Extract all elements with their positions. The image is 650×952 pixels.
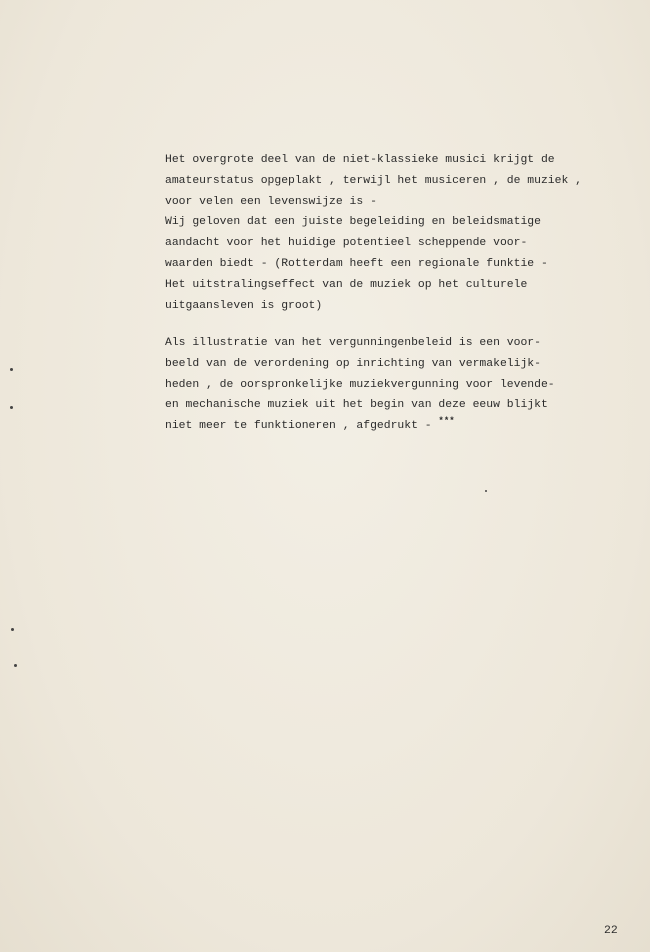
- text-line: voor velen een levenswijze is -: [165, 195, 377, 208]
- text-line: Het overgrote deel van de niet-klassieke musici krijgt de: [165, 154, 555, 166]
- footnote-mark: ***: [438, 416, 455, 427]
- text-line: uitgaansleven is groot): [165, 299, 323, 312]
- text-line: niet meer te funktioneren , afgedrukt -: [165, 420, 439, 433]
- text-line: aandacht voor het huidige potentieel scheppende voor-: [165, 237, 528, 250]
- text-line: Het uitstralingseffect van de muziek op het culturele: [165, 278, 528, 291]
- speck: [485, 490, 487, 492]
- punch-mark: [11, 628, 14, 631]
- page-number: 22: [604, 925, 618, 937]
- punch-mark: [10, 368, 13, 371]
- text-line: beeld van de verordening op inrichting van vermakelijk-: [165, 357, 541, 370]
- text-line: amateurstatus opgeplakt , terwijl het musiceren , de muziek ,: [165, 174, 582, 187]
- text-line-last: [165, 416, 555, 437]
- punch-mark: [14, 664, 17, 667]
- text-line: waarden biedt - (Rotterdam heeft een regionale funktie -: [165, 257, 548, 270]
- text-line: Als illustratie van het vergunningenbeleid is een voor-: [165, 337, 541, 349]
- text-line: en mechanische muziek uit het begin van deze eeuw blijkt: [165, 399, 548, 412]
- paragraph-1: [165, 150, 582, 316]
- punch-mark: [10, 406, 13, 409]
- text-line: Wij geloven dat een juiste begeleiding en beleidsmatige: [165, 216, 541, 229]
- paragraph-2: [165, 333, 555, 437]
- text-line: heden , de oorspronkelijke muziekvergunning voor levende-: [165, 378, 555, 391]
